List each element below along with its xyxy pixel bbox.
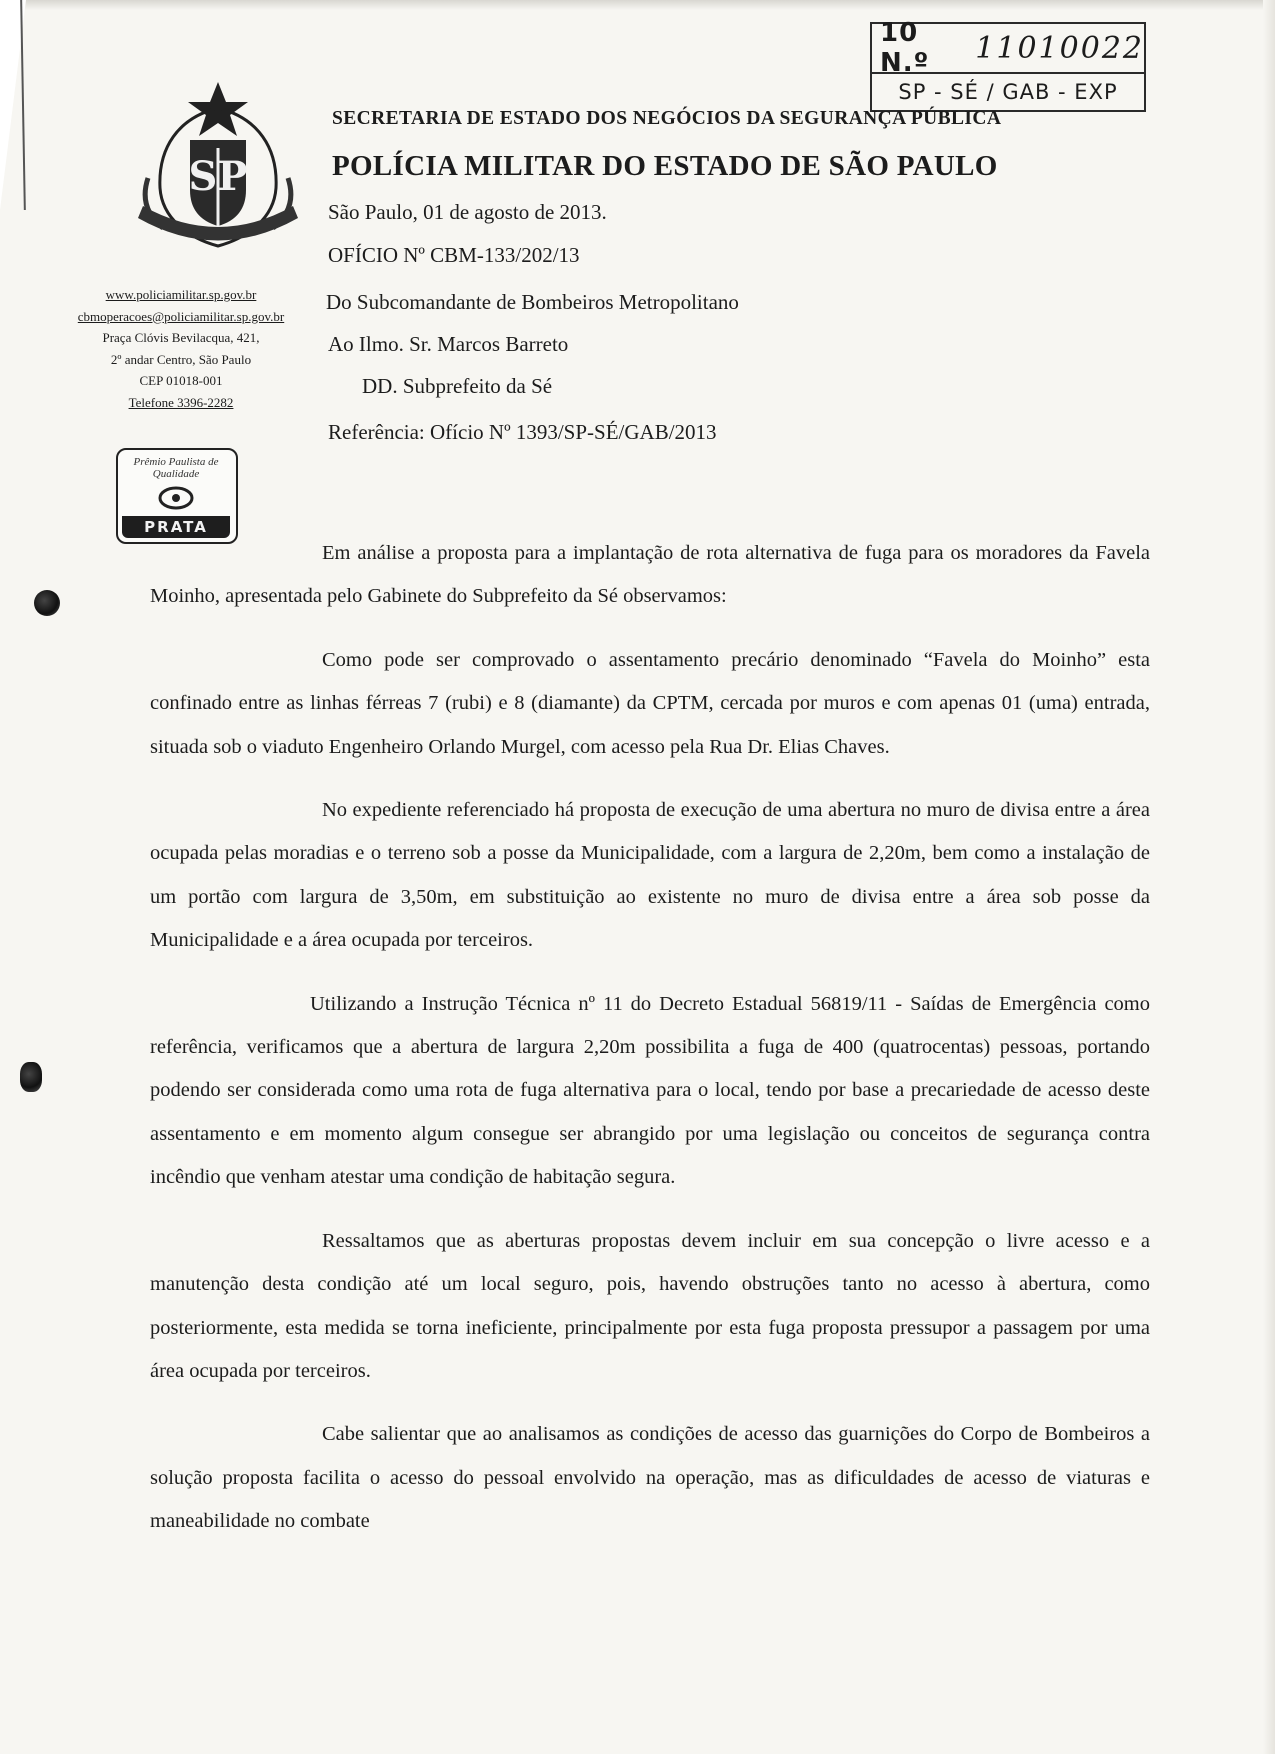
- paragraph-5: Ressaltamos que as aberturas propostas devem incluir em sua concepção o livre acesso e a manutenção desta condição até um local seguro, pois, havendo obstruções tanto no acesso à abertura, como posteriormente, esta medida se torna ineficiente, principalmente por esta fuga proposta pressupor a passagem por uma área ocupada por terceiros.: [150, 1229, 1150, 1382]
- contact-sidebar: [76, 284, 286, 413]
- recipient: Ao Ilmo. Sr. Marcos Barreto: [328, 332, 569, 356]
- email-link[interactable]: cbmoperacoes@policiamilitar.sp.gov.br: [77, 308, 285, 324]
- phone-number: Telefone 3396-2282: [128, 394, 234, 410]
- quality-award-seal: [116, 448, 238, 544]
- address-line-1: Praça Clóvis Bevilacqua, 421,: [102, 330, 260, 345]
- website-link[interactable]: www.policiamilitar.sp.gov.br: [105, 287, 257, 302]
- letter-body: [150, 532, 1150, 1544]
- stamp-label: 10 N.º: [880, 18, 930, 78]
- address-line-2: 2º andar Centro, São Paulo: [110, 351, 252, 367]
- postal-code: CEP 01018-001: [139, 373, 223, 388]
- stamp-unit: SP - SÉ / GAB - EXP: [872, 72, 1144, 110]
- place-date: São Paulo, 01 de agosto de 2013.: [328, 200, 607, 224]
- emblem-initials: SP: [188, 153, 248, 200]
- award-label: PRATA: [122, 516, 230, 538]
- sender: Do Subcomandante de Bombeiros Metropolitano: [326, 290, 739, 314]
- sao-paulo-coat-of-arms-icon: [118, 78, 318, 258]
- oficio-number: OFÍCIO Nº CBM-133/202/13: [328, 243, 580, 267]
- protocol-stamp: [870, 18, 1146, 112]
- recipient-title: DD. Subprefeito da Sé: [362, 374, 553, 398]
- stamp-number-row: [880, 18, 1144, 78]
- hole-punch-top: [34, 590, 60, 616]
- reference: Referência: Ofício Nº 1393/SP-SÉ/GAB/2013: [328, 420, 717, 444]
- paragraph-1: Em análise a proposta para a implantação de rota alternativa de fuga para os moradores da Favela Moinho, apresentada pelo Gabinete do Subprefeito da Sé observamos:: [150, 542, 1150, 608]
- paragraph-2: Como pode ser comprovado o assentamento precário denominado “Favela do Moinho” esta confinado entre as linhas férreas 7 (rubi) e 8 (diamante) da CPTM, cercada por muros e com apenas 01 (uma) entrada, situada sob o viaduto Engenheiro Orlando Murgel, com acesso pela Rua Dr. Elias Chaves.: [150, 648, 1150, 758]
- award-script: Prêmio Paulista de Qualidade: [133, 456, 219, 480]
- paragraph-6: Cabe salientar que ao analisamos as condições de acesso das guarnições do Corpo de Bombeiros a solução proposta facilita o acesso do pessoal envolvido na operação, mas as dificuldades de acesso de viaturas e maneabilidade no combate: [150, 1423, 1150, 1533]
- award-swirl-icon: [156, 484, 196, 512]
- paragraph-4: Utilizando a Instrução Técnica nº 11 do Decreto Estadual 56819/11 - Saídas de Emergência como referência, verificamos que a abertura de largura 2,20m possibilita a fuga de 400 (quatrocentas) pessoas, portando podendo ser considerada como uma rota de fuga alternativa para o local, tendo por base a precariedade de acesso deste assentamento e em momento algum consegue ser abrangido por uma legislação ou conceitos de segurança contra incêndio que venham atestar uma condição de habitação segura.: [150, 992, 1150, 1189]
- scan-edge-right: [1263, 0, 1275, 1754]
- police-heading: POLÍCIA MILITAR DO ESTADO DE SÃO PAULO: [332, 150, 998, 182]
- paragraph-3: No expediente referenciado há proposta de execução de uma abertura no muro de divisa entre a área ocupada pelas moradias e o terreno sob a posse da Municipalidade, com a largura de 2,20m, bem como a instalação de um portão com largura de 3,50m, em substituição ao existente no muro de divisa entre a área sob posse da Municipalidade e a área ocupada por terceiros.: [150, 799, 1150, 952]
- scan-edge-top: [0, 0, 1275, 10]
- stamp-handwritten-number: 11010022: [975, 30, 1144, 66]
- hole-punch-bottom: [20, 1062, 42, 1092]
- secretariat-heading: SECRETARIA DE ESTADO DOS NEGÓCIOS DA SEGURANÇA PÚBLICA: [332, 108, 1002, 129]
